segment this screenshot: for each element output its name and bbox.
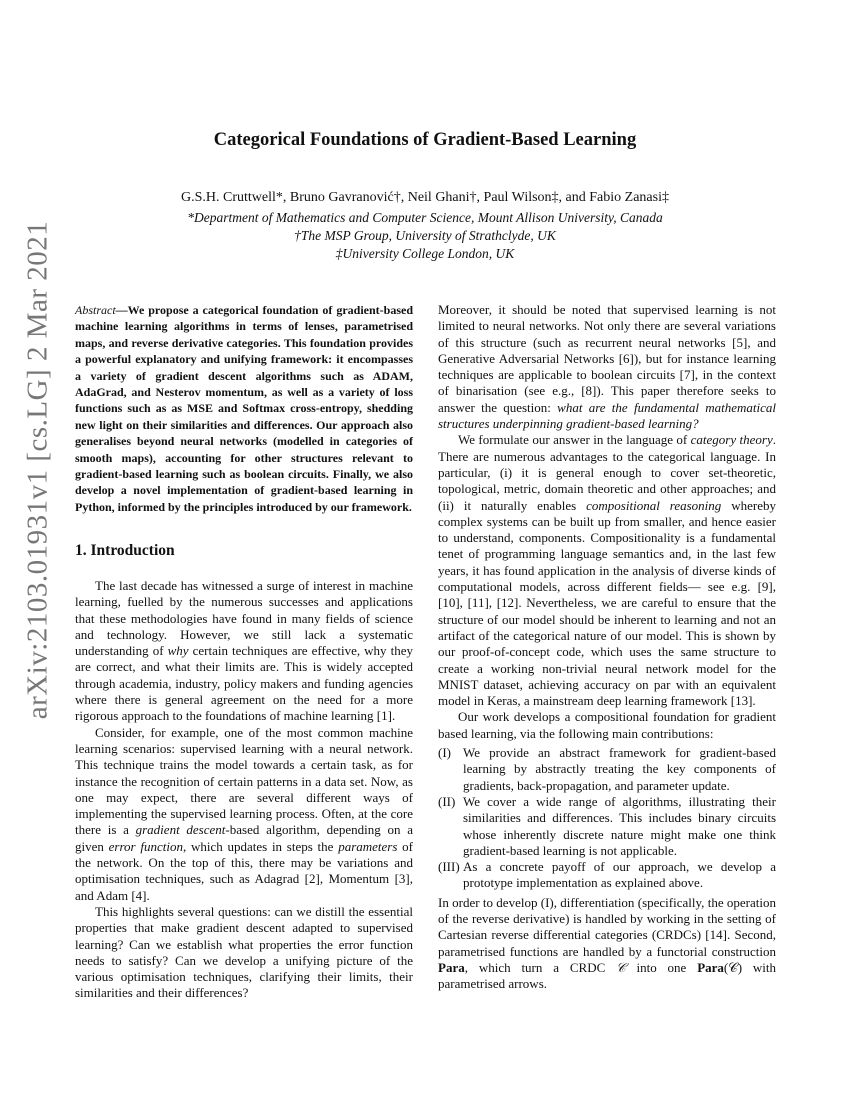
- text-run: of the network. On the top of this, there may be variations and optimisation techniques, such as Adagrad [2], Momentum [3], and Adam [4].: [75, 838, 413, 903]
- text-run: The last decade has witnessed a surge of interest in machine learning, fuelled by the numerous successes and applications that these methodologies have found in many fields of science and technology. However, we still lack a systematic understanding of: [75, 578, 413, 659]
- list-item-text: We provide an abstract framework for gradient-based learning by abstractly treating the key components of gradients, back-propagation, and parameter update.: [463, 745, 776, 793]
- right-paragraph-2: [438, 432, 776, 709]
- text-run: -based algorithm, depending on a given: [75, 822, 413, 854]
- contribution-list: [438, 745, 776, 892]
- paper-title: Categorical Foundations of Gradient-Based Learning: [213, 130, 637, 150]
- abstract-label: Abstract: [75, 303, 116, 317]
- list-item-text: As a concrete payoff of our approach, we develop a prototype implementation as explained above.: [463, 859, 776, 891]
- text-run: In order to develop (I), differentiation (specifically, the operation of the reverse derivative) is handled by working in the setting of Cartesian reverse differential categories (CRDCs) [14]. Second, parametrised functions are handled by a functorial construction: [438, 894, 776, 959]
- left-column-body: [75, 578, 413, 1002]
- text-run: Consider, for example, one of the most common machine learning scenarios: supervised learning with a neural network. This technique trains the model towards a certain task, as for instance the recognition of certain patterns in a data set. Now, as one may expect, there are several different ways of implementing the supervised learning process. Often, at the core there is a: [75, 724, 413, 838]
- para-construction: Para: [697, 959, 724, 975]
- arxiv-sidebar: [18, 220, 58, 720]
- list-item: [438, 794, 776, 859]
- emphasis: error function: [108, 838, 183, 854]
- list-item-label: (III): [438, 859, 460, 875]
- text-run: We formulate our answer in the language of: [458, 432, 688, 448]
- author-list: G.S.H. Cruttwell*, Bruno Gavranović†, Neil Ghani†, Paul Wilson‡, and Fabio Zanasi‡: [181, 190, 669, 205]
- list-item: [438, 745, 776, 794]
- emphasis: gradient descent: [135, 822, 226, 838]
- emphasis: why: [167, 643, 189, 659]
- affiliation-1: *Department of Mathematics and Computer Science, Mount Allison University, Canada: [187, 210, 663, 225]
- emphasis: compositional reasoning: [586, 497, 722, 513]
- emphasis: parameters: [338, 838, 398, 854]
- right-column-body: [438, 302, 776, 992]
- list-item-label: (II): [438, 793, 456, 809]
- intro-paragraph-1: [75, 578, 413, 725]
- list-item-label: (I): [438, 745, 451, 761]
- section-heading: 1. Introduction: [75, 542, 175, 559]
- text-run: , which updates in steps the: [182, 838, 334, 854]
- right-paragraph-3: Our work develops a compositional foundation for gradient based learning, via the following main contributions:: [438, 709, 776, 741]
- para-construction: Para: [438, 959, 465, 975]
- emphasis: what are the fundamental mathematical structures underpinning gradient-based learning?: [438, 399, 776, 432]
- arxiv-identifier: arXiv:2103.01931v1 [cs.LG] 2 Mar 2021: [21, 220, 54, 720]
- abstract-text: —We propose a categorical foundation of gradient-based machine learning algorithms in terms of lenses, parametrised maps, and reverse derivative categories. This foundation provides a powerful explanatory and unifying framework: it encompasses a variety of gradient descent algorithms such as ADAM, AdaGrad, and Nesterov momentum, as well as a variety of loss functions such as as MSE and Softmax cross-entropy, shedding new light on their similarities and differences. Our approach also generalises beyond neural networks (modelled in categories of smooth maps), accounting for other structures relevant to gradient-based learning such as boolean circuits. Finally, we also develop a novel implementation of gradient-based learning in Python, informed by the principles introduced by our framework.: [75, 303, 413, 514]
- right-paragraph-4: [438, 895, 776, 993]
- text-run: Moreover, it should be noted that supervised learning is not limited to neural networks. Not only there are several variations of this structure (such as recurrent neural networks [5], and Generative Adversarial Networks [6]), but for instance learning techniques are applicable to boolean circuits [7], in the context of binarisation (see e.g., [8]). This paper therefore seeks to answer the question:: [438, 302, 776, 415]
- list-item-text: We cover a wide range of algorithms, illustrating their similarities and differences. This includes binary circuits whose inherently discrete nature might make one think gradient-based learning is not applicable.: [463, 793, 776, 858]
- text-run: into one: [636, 959, 687, 975]
- right-paragraph-1: [438, 302, 776, 432]
- affiliation-3: ‡University College London, UK: [335, 246, 515, 261]
- affiliation-2: †The MSP Group, University of Strathclyde, UK: [294, 228, 556, 243]
- emphasis: category theory: [690, 432, 773, 448]
- list-item: [438, 859, 776, 892]
- intro-paragraph-2: [75, 725, 413, 904]
- text-run: . There are numerous advantages to the categorical language. In particular, (i) it is general enough to cover set-theoretic, topological, metric, domain theoretic and other approaches; and (ii) it naturally enables: [438, 432, 776, 513]
- intro-paragraph-3: This highlights several questions: can we distill the essential properties that make gradient descent adapted to supervised learning? Can we establish what properties the error function needs to satisfy? Can we develop a unifying picture of the various optimisation techniques, clarifying their limits, their similarities and their differences?: [75, 903, 413, 1001]
- abstract: [75, 302, 413, 515]
- math-symbol: 𝒞: [616, 959, 626, 975]
- text-run: (𝒞) with parametrised arrows.: [438, 959, 777, 992]
- text-run: certain techniques are effective, why they are correct, and what their limits are. This is widely accepted through academia, industry, policy makers and funding agencies where there is general agreement on the need for a more rigorous approach to the foundations of machine learning [1].: [75, 643, 413, 724]
- text-run: , which turn a CRDC: [464, 959, 606, 975]
- text-run: whereby complex systems can be built up from smaller, and hence easier to understand, components. Compositionality is a fundamental tenet of programming language semantics and, in the last few years, it has found application in the analysis of diverse kinds of computational models, across different fields— see e.g. [9], [10], [11], [12]. Nevertheless, we are careful to ensure that the structure of our model should be inherent to learning and not an artifact of the categorical nature of our model. This is shown by our proof-of-concept code, which uses the same structure to create a working non-trivial neural network model for the MNIST dataset, achieving accuracy on par with an equivalent model in Keras, a mainstream deep learning framework [13].: [438, 497, 777, 709]
